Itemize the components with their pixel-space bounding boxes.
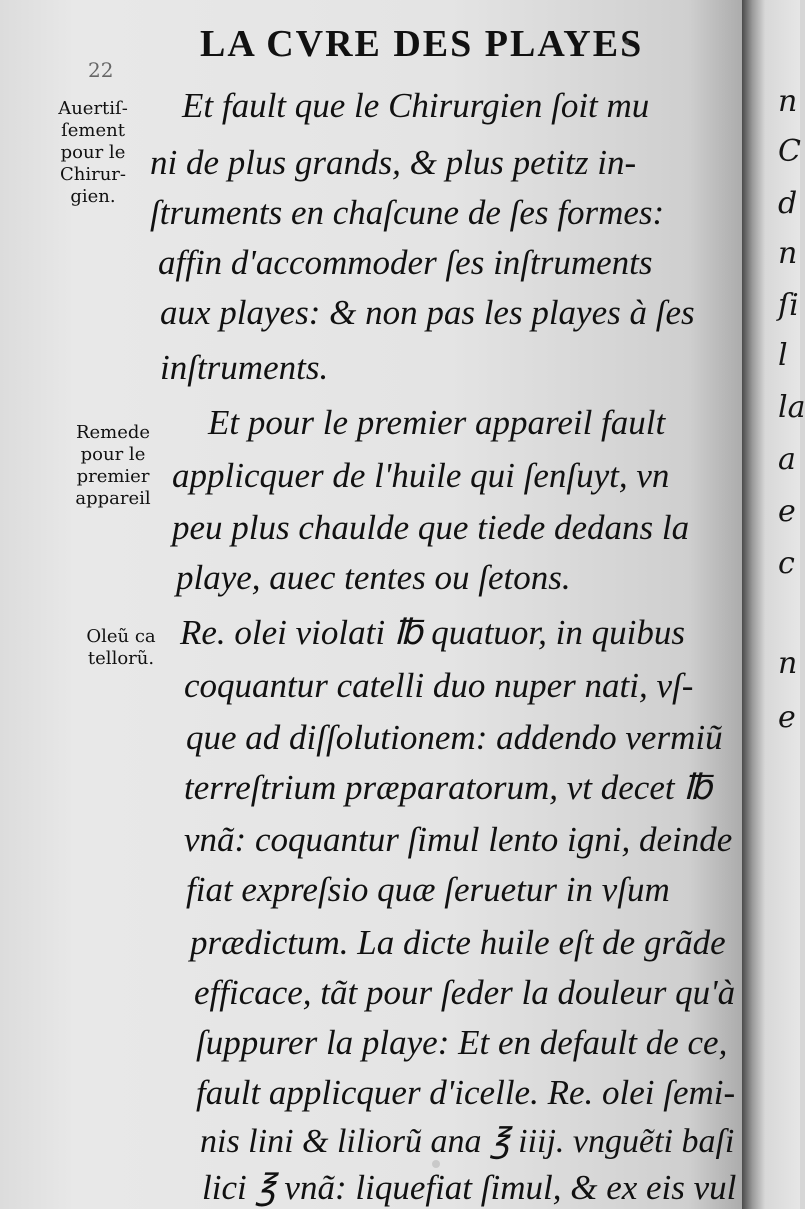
- edge-letter: ſi: [778, 288, 799, 323]
- ink-speck: [624, 40, 629, 45]
- edge-letter: n: [778, 236, 798, 271]
- edge-letter: n: [778, 84, 798, 119]
- text-line: peu plus chaulde que tiede dedans la: [172, 508, 690, 547]
- running-head: LA CVRE DES PLAYES: [200, 23, 644, 65]
- text-line: ni de plus grands, & plus petitz in-: [150, 143, 637, 182]
- text-line: que ad diſſolutionem: addendo vermiũ: [186, 718, 723, 757]
- edge-letter: la: [778, 390, 805, 425]
- text-line: ſuppurer la playe: Et en default de ce,: [196, 1023, 728, 1062]
- marginal-note-oil: [66, 626, 176, 670]
- marginal-line: Remede: [75, 422, 151, 443]
- text-line: affin d'accommoder ſes inſtruments: [158, 243, 653, 282]
- text-line: Re. olei violati ℔ quatuor, in quibus: [180, 613, 685, 652]
- marginal-line: ſement: [61, 120, 125, 141]
- text-line: terreſtrium præparatorum, vt decet ℔: [184, 768, 712, 807]
- text-line: fault applicquer d'icelle. Re. olei ſemi-: [196, 1073, 736, 1112]
- ink-speck: [432, 1160, 440, 1168]
- text-line: ſtruments en chaſcune de ſes formes:: [150, 193, 665, 232]
- edge-letter: a: [778, 442, 796, 477]
- marginal-line: Auertiſ-: [58, 98, 128, 119]
- text-line: fiat expreſsio quæ ſeruetur in vſum: [186, 870, 670, 909]
- marginal-line: Oleũ ca: [86, 626, 156, 647]
- marginal-note-advice: [38, 98, 148, 208]
- edge-letter: C: [778, 134, 801, 169]
- edge-letter: l: [778, 338, 788, 373]
- edge-letter: d: [778, 186, 798, 221]
- marginal-line: gien.: [70, 186, 116, 207]
- text-line: efficace, tãt pour ſeder la douleur qu'à: [194, 973, 736, 1012]
- edge-letter: e: [778, 700, 796, 735]
- text-line: Et pour le premier appareil fault: [208, 403, 666, 442]
- text-line: lici ℥ vnã: liquefiat ſimul, & ex eis vul: [202, 1168, 737, 1207]
- edge-letter: n: [778, 646, 798, 681]
- next-page-edge: [742, 0, 805, 1209]
- marginal-line: tellorũ.: [87, 648, 155, 669]
- marginal-line: premier: [76, 466, 150, 487]
- text-line: vnã: coquantur ſimul lento igni, deinde: [184, 820, 733, 859]
- page-number: 22: [88, 58, 114, 82]
- text-line: inſtruments.: [160, 348, 329, 387]
- text-line: coquantur catelli duo nuper nati, vſ-: [184, 666, 694, 705]
- text-line: applicquer de l'huile qui ſenſuyt, vn: [172, 456, 670, 495]
- text-line: prædictum. La dicte huile eſt de grãde: [190, 923, 726, 962]
- marginal-line: Chirur-: [59, 164, 126, 185]
- text-line: nis lini & liliorũ ana ℥ iiij. vnguẽti baſi: [200, 1123, 735, 1160]
- edge-letter: c: [778, 546, 795, 581]
- marginal-line: appareil: [75, 488, 151, 509]
- marginal-note-remedy: [58, 422, 168, 510]
- text-line: playe, auec tentes ou ſetons.: [176, 558, 571, 597]
- marginal-line: pour le: [60, 142, 126, 163]
- edge-letter: e: [778, 494, 796, 529]
- marginal-line: pour le: [80, 444, 146, 465]
- text-line: aux playes: & non pas les playes à ſes: [160, 293, 695, 332]
- text-line: Et fault que le Chirurgien ſoit mu: [182, 86, 650, 125]
